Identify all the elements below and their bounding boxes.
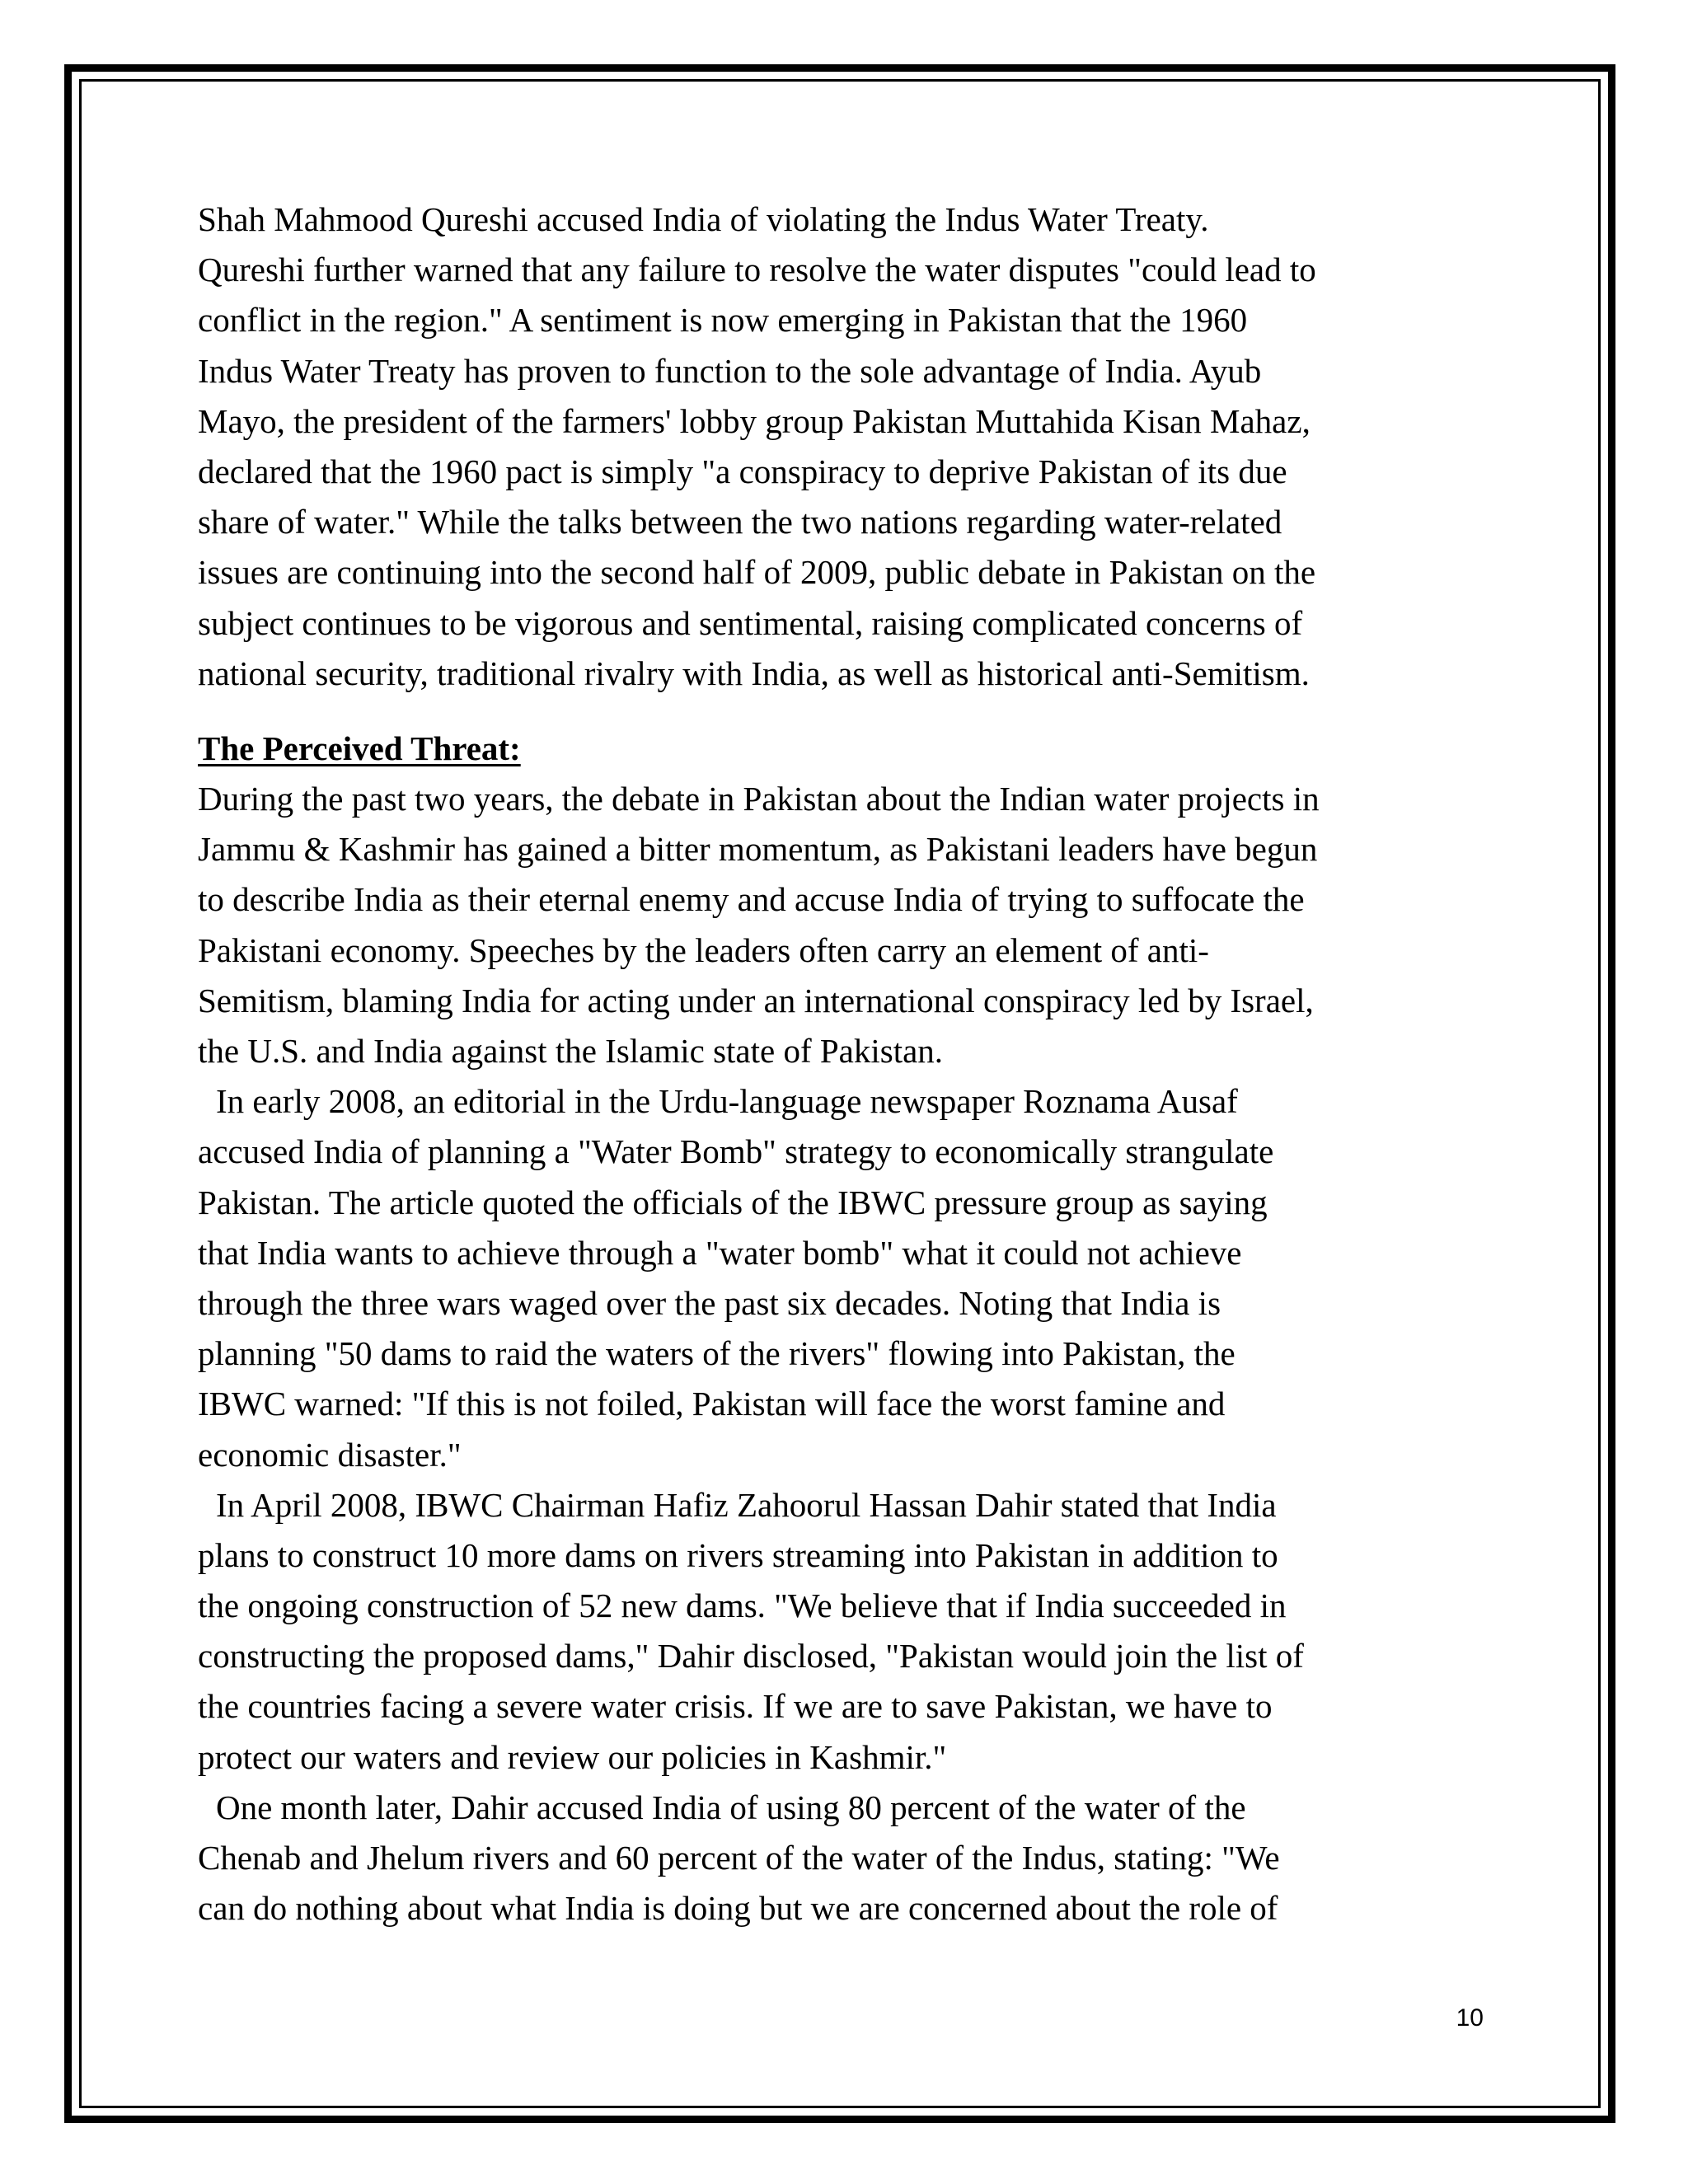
text-line: subject continues to be vigorous and sentimental, raising complicated concerns of bbox=[198, 603, 1303, 642]
text-line: the U.S. and India against the Islamic state of Pakistan. bbox=[198, 1032, 944, 1070]
text-line: that India wants to achieve through a "water bomb" what it could not achieve bbox=[198, 1233, 1242, 1272]
text-line: through the three wars waged over the past six decades. Noting that India is bbox=[198, 1283, 1221, 1322]
text-line: Chenab and Jhelum rivers and 60 percent of the water of the Indus, stating: "We bbox=[198, 1839, 1280, 1877]
document-body bbox=[198, 194, 1484, 1933]
text-line: Qureshi further warned that any failure to resolve the water disputes "could lead to bbox=[198, 251, 1316, 289]
text-line: IBWC warned: "If this is not foiled, Pakistan will face the worst famine and bbox=[198, 1385, 1226, 1423]
text-line: the countries facing a severe water crisis. If we are to save Pakistan, we have to bbox=[198, 1687, 1273, 1726]
section-heading bbox=[198, 724, 1484, 774]
text-line: declared that the 1960 pact is simply "a conspiracy to deprive Pakistan of its due bbox=[198, 452, 1287, 490]
text-line: Mayo, the president of the farmers' lobby group Pakistan Muttahida Kisan Mahaz, bbox=[198, 401, 1311, 440]
paragraph-spacer bbox=[198, 699, 1484, 724]
text-line: constructing the proposed dams," Dahir disclosed, "Pakistan would join the list of bbox=[198, 1637, 1304, 1675]
text-line: Jammu & Kashmir has gained a bitter momentum, as Pakistani leaders have begun bbox=[198, 830, 1318, 869]
text-line: can do nothing about what India is doing but we are concerned about the role of bbox=[198, 1889, 1278, 1928]
text-line: Indus Water Treaty has proven to function to the sole advantage of India. Ayub bbox=[198, 351, 1262, 390]
section-heading-text: The Perceived Threat: bbox=[198, 729, 521, 767]
text-line: Shah Mahmood Qureshi accused India of violating the Indus Water Treaty. bbox=[198, 200, 1209, 238]
text-line: One month later, Dahir accused India of using 80 percent of the water of the bbox=[216, 1788, 1246, 1826]
text-line: In early 2008, an editorial in the Urdu-language newspaper Roznama Ausaf bbox=[216, 1082, 1238, 1121]
text-line: planning "50 dams to raid the waters of the rivers" flowing into Pakistan, the bbox=[198, 1334, 1236, 1373]
text-line: In April 2008, IBWC Chairman Hafiz Zahoorul Hassan Dahir stated that India bbox=[216, 1485, 1277, 1524]
text-line: the ongoing construction of 52 new dams. "We believe that if India succeeded in bbox=[198, 1586, 1287, 1625]
text-line: issues are continuing into the second half of 2009, public debate in Pakistan on the bbox=[198, 553, 1316, 592]
text-line: share of water." While the talks between the two nations regarding water-related bbox=[198, 503, 1282, 541]
text-line: Pakistani economy. Speeches by the leaders often carry an element of anti- bbox=[198, 930, 1209, 969]
paragraph-2 bbox=[198, 774, 1484, 1076]
page-number: 10 bbox=[1456, 2004, 1484, 2032]
paragraph-5 bbox=[198, 1783, 1484, 1934]
paragraph-4 bbox=[198, 1480, 1484, 1783]
text-line: conflict in the region." A sentiment is now emerging in Pakistan that the 1960 bbox=[198, 301, 1248, 340]
text-line: Semitism, blaming India for acting under an international conspiracy led by Israel, bbox=[198, 981, 1314, 1019]
text-line: plans to construct 10 more dams on rivers streaming into Pakistan in addition to bbox=[198, 1535, 1278, 1574]
paragraph-1 bbox=[198, 194, 1484, 699]
text-line: protect our waters and review our policies in Kashmir." bbox=[198, 1737, 947, 1776]
paragraph-3 bbox=[198, 1076, 1484, 1480]
text-line: accused India of planning a "Water Bomb" strategy to economically strangulate bbox=[198, 1132, 1274, 1171]
text-line: national security, traditional rivalry with India, as well as historical anti-Semitism. bbox=[198, 654, 1310, 692]
text-line: to describe India as their eternal enemy and accuse India of trying to suffocate the bbox=[198, 880, 1305, 919]
text-line: economic disaster." bbox=[198, 1435, 462, 1474]
text-line: During the past two years, the debate in Pakistan about the Indian water projects in bbox=[198, 780, 1320, 818]
text-line: Pakistan. The article quoted the officials of the IBWC pressure group as saying bbox=[198, 1183, 1268, 1221]
